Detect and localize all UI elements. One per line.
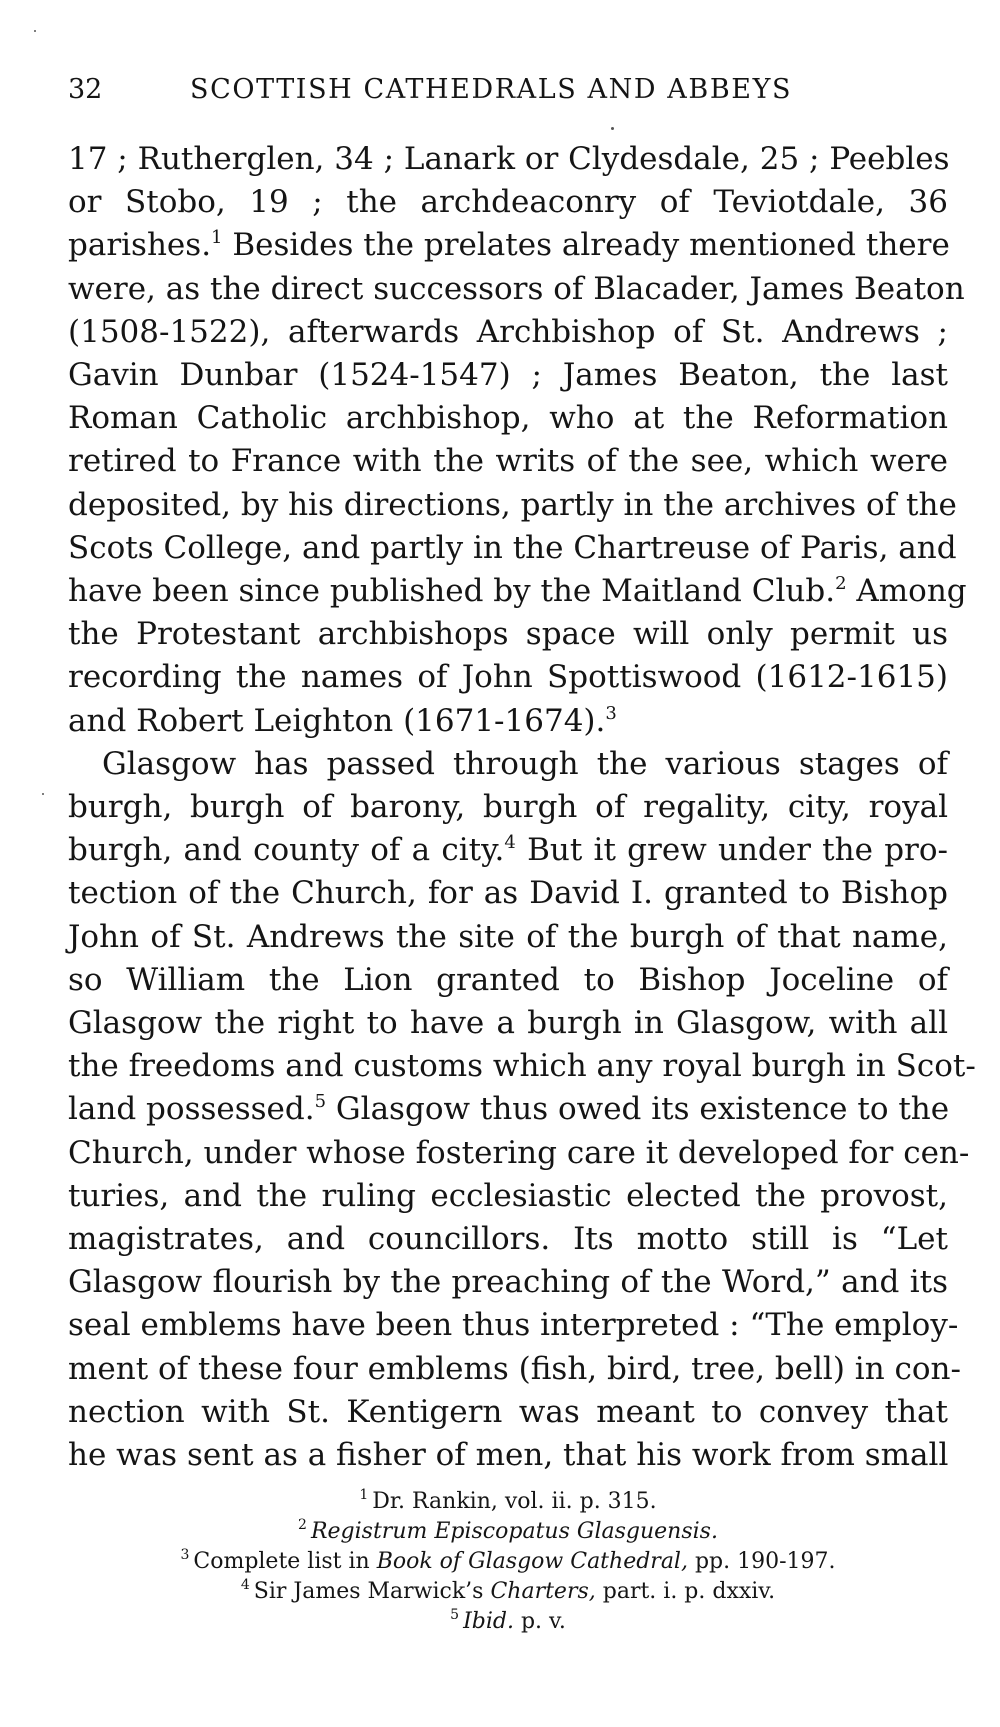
text-line: (1508-1522), afterwards Archbishop of St. Andrews ; — [68, 313, 948, 350]
footnote-ref: 4 — [504, 832, 516, 854]
footnote-ref: 1 — [211, 227, 223, 249]
running-head — [68, 70, 948, 110]
text-line: nection with St. Kentigern was meant to convey that — [68, 1393, 948, 1430]
footnote-3 — [68, 1547, 948, 1577]
text-line: Glasgow flourish by the preaching of the Word,” and its — [68, 1264, 948, 1301]
print-speck — [42, 793, 44, 795]
text-line: were, as the direct successors of Blacader, James Beaton — [68, 270, 965, 307]
page-number: 32 — [68, 74, 103, 105]
paragraph — [68, 743, 976, 1477]
footnote-5 — [68, 1607, 948, 1637]
text-line: turies, and the ruling ecclesiastic elected the provost, — [68, 1177, 948, 1214]
text-line: ment of these four emblems (fish, bird, tree, bell) in con- — [68, 1350, 961, 1387]
text-line: parishes.$^1$ Besides the prelates already mentioned there — [68, 227, 950, 264]
footnote-4 — [68, 1577, 948, 1607]
text-line: Roman Catholic archbishop, who at the Reformation — [68, 400, 948, 437]
footnote-mark: 1 — [359, 1487, 369, 1503]
footnote-2 — [68, 1517, 948, 1547]
footnote-text: Book of Glasgow Cathedral, — [376, 1549, 688, 1574]
body-text — [68, 138, 976, 1477]
footnote-text: p. v. — [513, 1609, 566, 1634]
text-line: deposited, by his directions, partly in the archives of the — [68, 486, 957, 523]
footnote-mark: 4 — [240, 1577, 250, 1593]
text-line: Glasgow the right to have a burgh in Glasgow, with all — [68, 1005, 948, 1042]
text-line: Gavin Dunbar (1524-1547) ; James Beaton, the last — [68, 357, 948, 394]
text-line: so William the Lion granted to Bishop Joceline of — [68, 961, 948, 998]
footnote-mark: 2 — [298, 1517, 307, 1533]
text-line: magistrates, and councillors. Its motto still is “Let — [68, 1221, 948, 1258]
text-line: land possessed.$^5$ Glasgow thus owed its existence to the — [68, 1091, 950, 1128]
footnote-text: Registrum Episcopatus Glasguensis. — [310, 1519, 718, 1544]
text-line: seal emblems have been thus interpreted : “The employ- — [68, 1307, 959, 1344]
print-speck — [611, 127, 614, 130]
text-line: have been since published by the Maitland Club.$^2$ Among — [68, 573, 967, 610]
print-speck — [34, 30, 36, 32]
footnote-ref: 5 — [314, 1091, 327, 1113]
footnote-text: Ibid. — [463, 1609, 514, 1634]
footnote-text: Dr. Rankin, vol. ii. p. 315. — [372, 1489, 657, 1514]
text-line: Church, under whose fostering care it developed for cen- — [68, 1134, 970, 1171]
footnote-mark: 5 — [450, 1607, 460, 1623]
text-line: tection of the Church, for as David I. granted to Bishop — [68, 875, 948, 912]
footnote-mark: 3 — [180, 1547, 190, 1563]
text-line: he was sent as a fisher of men, that his work from small — [68, 1437, 949, 1474]
footnote-ref: 2 — [835, 573, 847, 595]
text-line: or Stobo, 19 ; the archdeaconry of Teviotdale, 36 — [68, 184, 948, 221]
footnote-ref: 3 — [605, 702, 617, 724]
footnote-text: pp. 190-197. — [687, 1549, 836, 1574]
footnote-1 — [68, 1487, 948, 1517]
footnote-text: Sir James Marwick’s — [253, 1579, 491, 1604]
text-line: burgh, and county of a city.$^4$ But it grew under the pro- — [68, 832, 948, 869]
running-title: SCOTTISH CATHEDRALS AND ABBEYS — [190, 74, 793, 105]
footnote-text: part. i. p. dxxiv. — [595, 1579, 776, 1604]
text-line: Scots College, and partly in the Chartreuse of Paris, and — [68, 529, 957, 566]
text-line: the Protestant archbishops space will only permit us — [68, 616, 948, 653]
footnote-text: Charters, — [490, 1579, 596, 1604]
text-line: Glasgow has passed through the various stages of — [102, 745, 948, 782]
paragraph — [68, 138, 967, 743]
footnote-text: Complete list in — [193, 1549, 377, 1574]
footnotes — [68, 1487, 948, 1637]
text-line: John of St. Andrews the site of the burgh of that name, — [68, 918, 948, 955]
text-line: recording the names of John Spottiswood (1612-1615) — [68, 659, 948, 696]
text-line: and Robert Leighton (1671-1674).$^3$ — [68, 702, 617, 739]
text-line: burgh, burgh of barony, burgh of regality, city, royal — [68, 789, 948, 826]
text-line: retired to France with the writs of the see, which were — [68, 443, 948, 480]
text-line: 17 ; Rutherglen, 34 ; Lanark or Clydesdale, 25 ; Peebles — [68, 141, 950, 177]
text-line: the freedoms and customs which any royal burgh in Scot- — [68, 1048, 976, 1085]
